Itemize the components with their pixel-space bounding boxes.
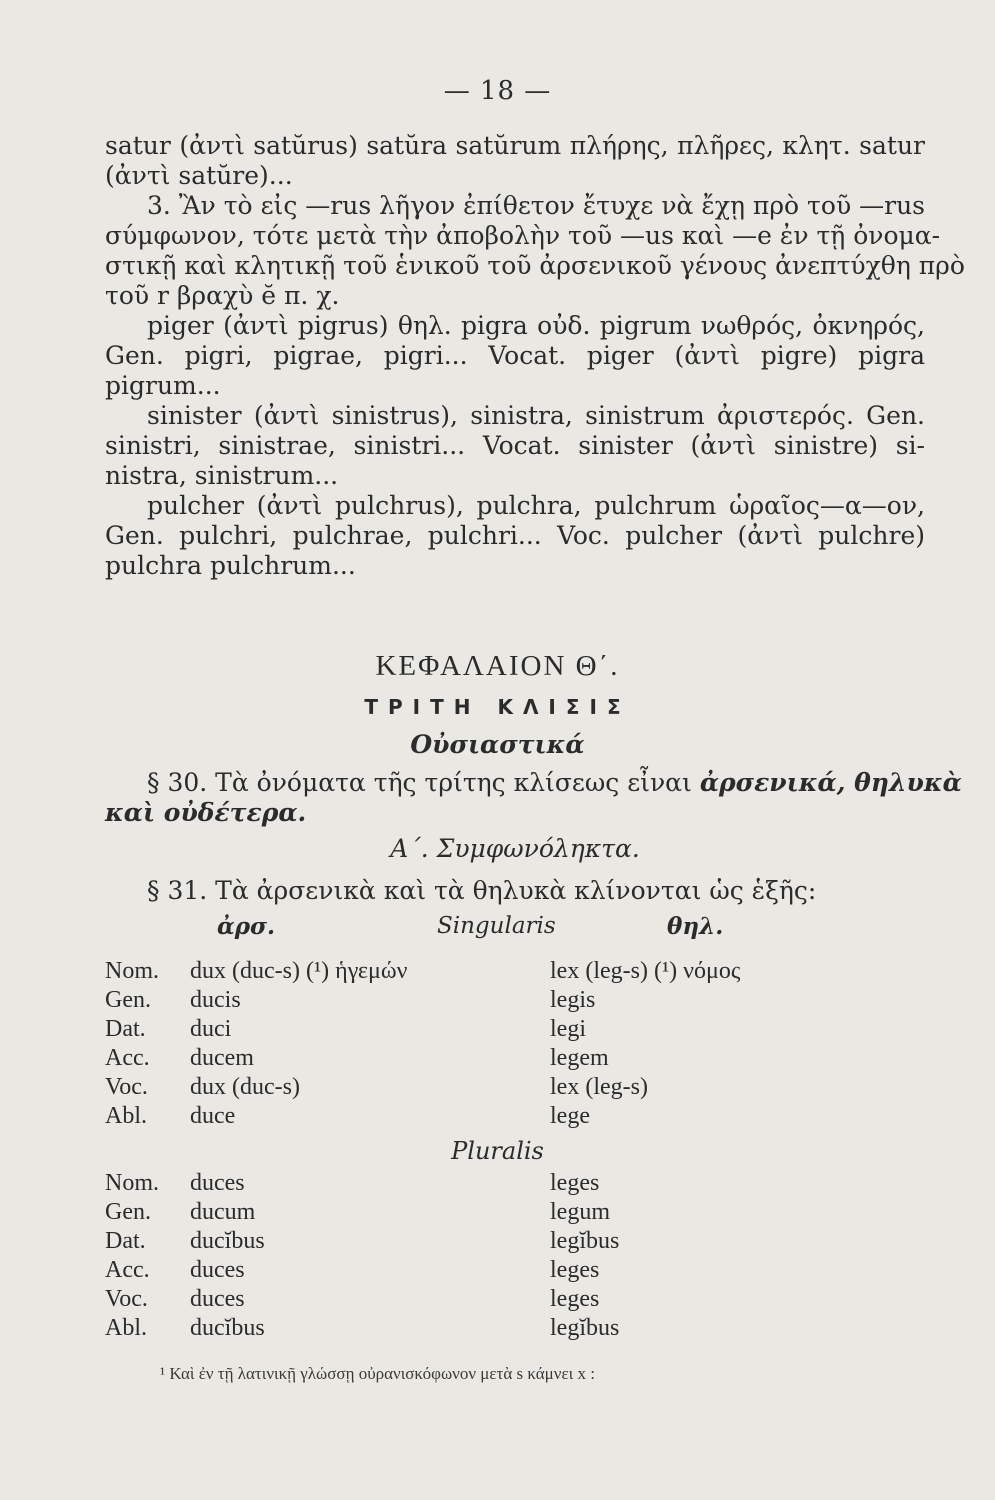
feminine-form: legum <box>550 1199 610 1225</box>
text-line: satur (ἀντὶ satŭrus) satŭra satŭrum πλήρης, πλῆρες, κλητ. satur <box>105 131 925 160</box>
text-line: pigrum... <box>105 371 221 400</box>
chapter-title: ΚΕΦΑΛΑΙΟΝ Θ΄. <box>375 650 620 682</box>
masc-header: ἀρσ. <box>217 913 275 940</box>
declension-row <box>105 1199 925 1228</box>
text-line: σύμφωνον, τότε μετὰ τὴν ἀποβολὴν τοῦ —us καὶ —e ἐν τῇ ὀνομα- <box>105 221 941 250</box>
case-label: Nom. <box>105 958 159 984</box>
text-line: Gen. pigri, pigrae, pigri... Vocat. piger (ἀντὶ pigre) pigra <box>105 341 925 370</box>
section-31-text: § 31. Τὰ ἀρσενικὰ καὶ τὰ θηλυκὰ κλίνονται ὡς ἑξῆς: <box>147 876 817 905</box>
feminine-form: leges <box>550 1170 600 1196</box>
masculine-form: ducĭbus <box>190 1228 265 1254</box>
subsection-title: Α΄. Συμφωνόληκτα. <box>390 834 640 863</box>
case-label: Gen. <box>105 1199 151 1225</box>
feminine-form: lege <box>550 1103 590 1129</box>
declension-title: ΤΡΙΤΗ ΚΛΙΣΙΣ <box>364 695 631 719</box>
number-header-singular: Singularis <box>437 913 556 939</box>
feminine-form: legĭbus <box>550 1228 620 1254</box>
declension-row <box>105 1016 925 1045</box>
case-label: Abl. <box>105 1315 147 1341</box>
case-label: Nom. <box>105 1170 159 1196</box>
text-line: τοῦ r βραχὺ ĕ π. χ. <box>105 281 340 310</box>
text-line: 3. Ἂν τὸ εἰς —rus λῆγον ἐπίθετον ἔτυχε νὰ ἔχῃ πρὸ τοῦ —rus <box>147 191 925 220</box>
footnote: ¹ Καὶ ἐν τῇ λατινικῇ γλώσσῃ οὐρανισκόφωνον μετὰ s κάμνει x : <box>160 1364 595 1383</box>
masculine-form: ducĭbus <box>190 1315 265 1341</box>
declension-row <box>105 1045 925 1074</box>
masculine-form: duces <box>190 1257 245 1283</box>
declension-row <box>105 1286 925 1315</box>
case-label: Acc. <box>105 1045 150 1071</box>
section-30-genders-b: καὶ οὐδέτερα. <box>105 798 307 827</box>
table-header <box>105 913 925 943</box>
fem-header: θηλ. <box>667 913 724 940</box>
case-label: Voc. <box>105 1074 148 1100</box>
case-label: Acc. <box>105 1257 150 1283</box>
case-label: Voc. <box>105 1286 148 1312</box>
masculine-form: duces <box>190 1286 245 1312</box>
masculine-form: duce <box>190 1103 236 1129</box>
text-line: pulcher (ἀντὶ pulchrus), pulchra, pulchrum ὡραῖος—α—ον, <box>147 491 925 520</box>
body-text <box>105 131 965 581</box>
declension-row <box>105 1074 925 1103</box>
feminine-form: leges <box>550 1257 600 1283</box>
case-label: Dat. <box>105 1016 146 1042</box>
text-line: sinistri, sinistrae, sinistri... Vocat. sinister (ἀντὶ sinistre) si- <box>105 431 925 460</box>
nouns-heading: Οὐσιαστικά <box>410 730 585 759</box>
section-30 <box>105 768 962 828</box>
masculine-form: duci <box>190 1016 232 1042</box>
masculine-form: ducem <box>190 1045 254 1071</box>
text-line: pulchra pulchrum... <box>105 551 356 580</box>
text-line: piger (ἀντὶ pigrus) θηλ. pigra οὐδ. pigrum νωθρός, ὀκνηρός, <box>147 311 925 340</box>
section-30-line-2 <box>105 798 925 828</box>
masculine-form: dux (duc-s) <box>190 1074 300 1100</box>
declension-row <box>105 1315 925 1344</box>
masculine-form: duces <box>190 1170 245 1196</box>
section-30-prefix: § 30. Τὰ ὀνόματα τῆς τρίτης κλίσεως εἶναι <box>147 768 692 797</box>
text-line: Gen. pulchri, pulchrae, pulchri... Voc. pulcher (ἀντὶ pulchre) <box>105 521 925 550</box>
feminine-form: legi <box>550 1016 586 1042</box>
case-label: Abl. <box>105 1103 147 1129</box>
feminine-form: lex (leg-s) <box>550 1074 648 1100</box>
declension-row <box>105 1103 925 1132</box>
declension-row <box>105 987 925 1016</box>
masculine-form: ducum <box>190 1199 256 1225</box>
declension-row <box>105 1257 925 1286</box>
feminine-form: leges <box>550 1286 600 1312</box>
text-line: sinister (ἀντὶ sinistrus), sinistra, sinistrum ἀριστερός. Gen. <box>147 401 925 430</box>
text-line: nistra, sinistrum... <box>105 461 339 490</box>
subsection-title-wrap <box>105 834 925 864</box>
text-line: (ἀντὶ satŭre)... <box>105 161 293 190</box>
section-30-genders-a: ἀρσενικά, θηλυκὰ <box>699 768 962 797</box>
section-31 <box>105 876 925 906</box>
text-line: στικῇ καὶ κλητικῇ τοῦ ἑνικοῦ τοῦ ἀρσενικοῦ γένους ἀνεπτύχθη πρὸ <box>105 251 965 280</box>
declension-row <box>105 958 925 987</box>
case-label: Dat. <box>105 1228 146 1254</box>
feminine-form: lex (leg-s) (¹) νόμος <box>550 958 741 984</box>
plural-title: Pluralis <box>451 1137 544 1165</box>
feminine-form: legem <box>550 1045 609 1071</box>
declension-row <box>105 1170 925 1199</box>
case-label: Gen. <box>105 987 151 1013</box>
declension-row <box>105 1228 925 1257</box>
section-30-line-1 <box>105 768 962 798</box>
feminine-form: legĭbus <box>550 1315 620 1341</box>
masculine-form: dux (duc-s) (¹) ἡγεμών <box>190 958 408 984</box>
feminine-form: legis <box>550 987 596 1013</box>
page-number: — 18 — <box>443 76 552 106</box>
masculine-form: ducis <box>190 987 241 1013</box>
